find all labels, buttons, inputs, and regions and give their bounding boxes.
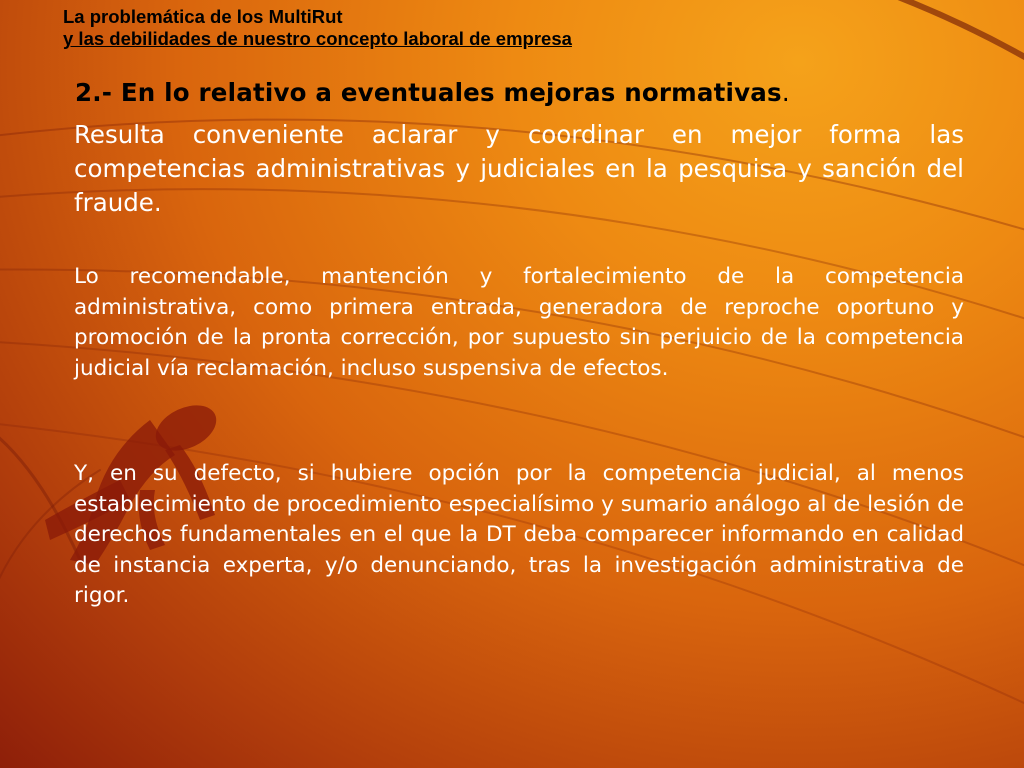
header-line-2: y las debilidades de nuestro concepto laboral de empresa — [63, 28, 572, 49]
section-heading — [75, 76, 975, 110]
arc-line — [880, 0, 1024, 60]
paragraph-competencias: Resulta conveniente aclarar y coordinar en mejor forma las competencias administrativas y judiciales en la pesquisa y sanción del fraude. — [74, 120, 964, 217]
header-line-1: La problemática de los MultiRut — [63, 6, 343, 27]
arc-line — [0, 430, 80, 560]
slide-header — [63, 6, 763, 50]
section-heading-text: 2.- En lo relativo a eventuales mejoras normativas — [75, 78, 782, 107]
paragraph-recomendable: Lo recomendable, mantención y fortalecimiento de la competencia administrativa, como primera entrada, generadora de reproche oportuno y promoción de la pronta corrección, por supuesto sin perjuicio de la competencia judicial vía reclamación, incluso suspensiva de efectos. — [74, 264, 964, 381]
paragraph-en-su-defecto: Y, en su defecto, si hubiere opción por la competencia judicial, al menos establecimiento de procedimiento especialísimo y sumario análogo al de lesión de derechos fundamentales en el que la DT deba comparecer informando en calidad de instancia experta, y/o denunciando, tras la investigación administrativa de rigor. — [74, 461, 964, 608]
section-heading-period: . — [781, 78, 790, 107]
